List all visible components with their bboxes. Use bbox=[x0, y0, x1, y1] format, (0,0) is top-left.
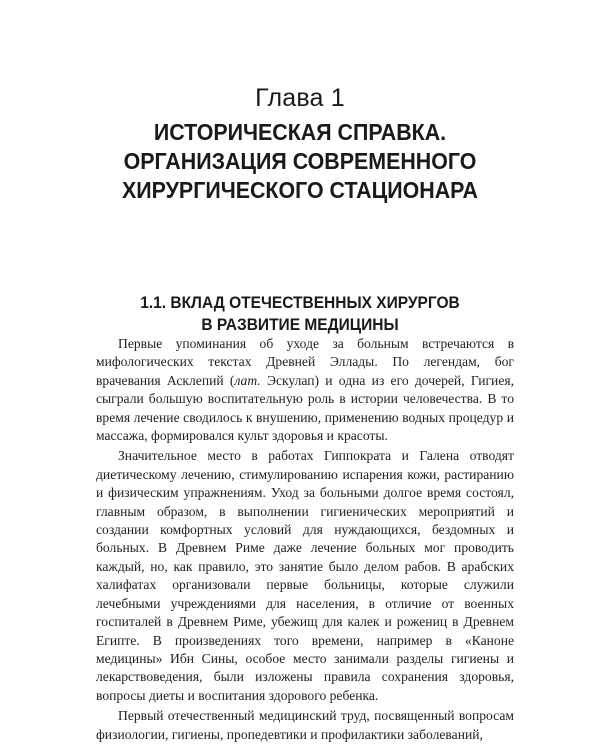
latin-abbreviation: лат. bbox=[234, 372, 261, 388]
paragraph-2: Значительное место в работах Гиппократа и Галена отводят диетическому лечению, стимулированию испарения кожи, растиранию и физическим упражнениям. Уход за больными долгое время состоял, главным образом, в выполнении гигиенических мероприятий и создании комфортных условий для нуждающихся, бездомных и больных. В Древнем Риме даже лечение больных мог проводить каждый, но, как правило, это занятие было делом рабов. В арабских халифатах организовали первые больницы, которые служили лечебными учреждениями для населения, в отличие от военных госпиталей в Древнем Риме, убежищ для калек и рожениц в Древнем Египте. В произведениях того времени, например в «Каноне медицины» Ибн Сины, особое место занимали разделы гигиены и лекарствоведения, были изложены правила сохранения здоровья, вопросы диеты и воспитания здорового ребенка. bbox=[96, 448, 514, 703]
paragraph-3: Первый отечественный медицинский труд, посвященный вопросам физиологии, гигиены, пропедевтики и профилактики заболеваний, bbox=[96, 708, 514, 742]
chapter-title bbox=[21, 118, 579, 205]
section-title bbox=[18, 292, 582, 336]
chapter-title-line: ИСТОРИЧЕСКАЯ СПРАВКА. bbox=[153, 119, 447, 145]
chapter-label: Глава 1 bbox=[255, 84, 345, 112]
section-title-line: 1.1. ВКЛАД ОТЕЧЕСТВЕННЫХ ХИРУРГОВ bbox=[140, 294, 460, 312]
chapter-title-line: ХИРУРГИЧЕСКОГО СТАЦИОНАРА bbox=[121, 177, 479, 203]
paragraph-1-text-start: Первые упоминания об уходе за больным встречаются в мифологических текстах Древней Эллады. По легендам, бог врачевания Асклепий ( bbox=[96, 336, 514, 388]
body-text bbox=[96, 335, 514, 744]
chapter-title-line: ОРГАНИЗАЦИЯ СОВРЕМЕННОГО bbox=[123, 148, 477, 174]
paragraph-1 bbox=[96, 335, 514, 445]
paragraph-1-text-end: Эскулап) и одна из его дочерей, Гигиея, сыграли большую воспитательную роль в истории человечества. В то время лечение сводилось к внушению, применению водных процедур и массажа, формировался культ здоровья и красоты. bbox=[96, 372, 514, 444]
section-title-line: В РАЗВИТИЕ МЕДИЦИНЫ bbox=[201, 316, 399, 334]
